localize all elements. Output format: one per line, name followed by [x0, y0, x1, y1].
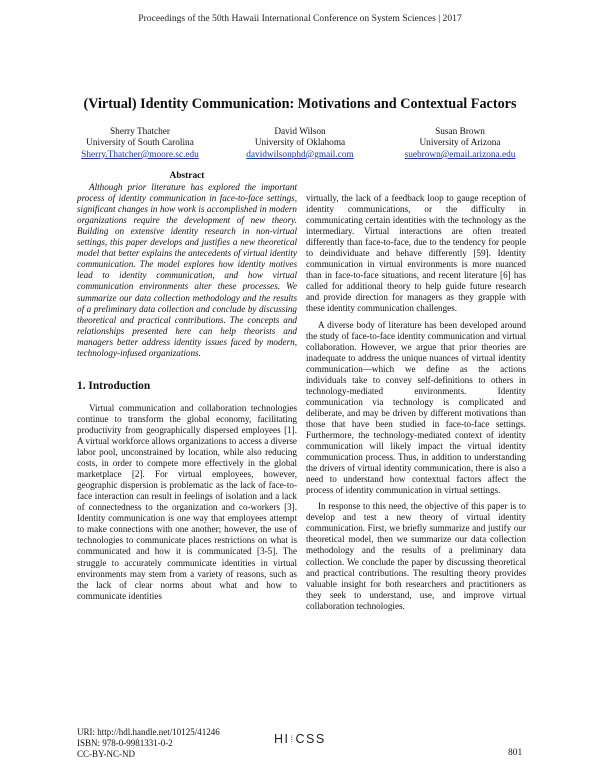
author-name: Sherry Thatcher — [110, 127, 170, 137]
footer-uri: URI: http://hdl.handle.net/10125/41246 — [77, 727, 220, 737]
logo-text-right: CSS — [295, 732, 326, 746]
author-email-link[interactable]: suebrown@email.arizona.edu — [404, 149, 516, 160]
author-affiliation: University of South Carolina — [86, 138, 194, 149]
logo-separator-icon: ⁞ — [290, 734, 295, 744]
section-heading: 1. Introduction — [77, 379, 151, 392]
author-affiliation: University of Arizona — [419, 138, 501, 149]
author-email-link[interactable]: davidwilsonphd@gmail.com — [246, 149, 354, 160]
footer-license: CC-BY-NC-ND — [77, 749, 136, 759]
author-3 — [380, 127, 540, 161]
author-block — [60, 127, 540, 161]
right-column — [306, 193, 526, 612]
body-paragraph: virtually, the lack of a feedback loop to gauge reception of identity communications, or the difficulty in communicating certain identities with the technology as the intermediary. Virtual interactions are often treated differently than face-to-face, due to the tendency for people to deindividuate and behave differently [59]. Identity communication in virtual environments is more nuanced than in face-to-face situations, and recent literature [6] has called for additional theory to help guide future research and provide direction for managers as they grapple with these identity communication challenges. — [306, 193, 526, 314]
footer-metadata — [77, 727, 220, 760]
hicss-logo — [274, 732, 326, 746]
abstract-heading: Abstract — [169, 171, 205, 181]
author-name: Susan Brown — [435, 127, 485, 137]
running-head: Proceedings of the 50th Hawaii International Conference on System Sciences | 2017 — [138, 13, 462, 24]
author-1 — [60, 127, 220, 161]
left-column — [77, 171, 297, 602]
author-email-link[interactable]: Sherry.Thatcher@moore.sc.edu — [81, 149, 199, 160]
body-paragraph: In response to this need, the objective of this paper is to develop and test a new theory of virtual identity communication. First, we briefly summarize and justify our theoretical model, then we summarize our data collection methodology and the results of a preliminary data collection. We conclude the paper by discussing theoretical and practical contributions. The resulting theory provides valuable insight for both researchers and practitioners as they seek to understand, use, and improve virtual collaboration technologies. — [306, 501, 526, 611]
logo-text-left: HI — [274, 732, 290, 746]
paper-title: (Virtual) Identity Communication: Motivations and Contextual Factors — [83, 96, 517, 112]
author-affiliation: University of Oklahoma — [254, 138, 346, 149]
page-number: 801 — [508, 748, 523, 758]
author-2 — [220, 127, 380, 161]
body-paragraph: A diverse body of literature has been developed around the study of face-to-face identity communication and virtual collaboration. However, we argue that prior theories are inadequate to address the unique nuances of virtual identity communication—which we define as the actions individuals take to convey self-definitions to others in technology-mediated environments. Identity communication via technology is complicated and deliberate, and may be driven by different motivations than those that have been studied in face-to-face settings. Furthermore, the technology-mediated context of identity communication will likely impact the virtual identity communication process. Thus, in addition to understanding the drivers of virtual identity communication, there is also a need to understand how contextual factors affect the process of identity communication in virtual settings. — [306, 319, 526, 496]
abstract-text: Although prior literature has explored the important process of identity communication in face-to-face settings, significant changes in how work is accomplished in modern organizations require the development of new theory. Building on extensive identity research in non-virtual settings, this paper develops and justifies a new theoretical model that better explains the antecedents of virtual identity communication. The model explores how identity motives lead to identity communication, and how virtual communication environments alter these processes. We summarize our data collection methodology and the results of a preliminary data collection and conclude by discussing theoretical and practical contributions. The concepts and relationships presented here can help theorists and managers better address identity issues faced by modern, technology-infused organizations. — [77, 182, 297, 358]
footer-isbn: ISBN: 978-0-9981331-0-2 — [77, 738, 173, 748]
author-name: David Wilson — [274, 127, 326, 137]
body-paragraph: Virtual communication and collaboration technologies continue to transform the global economy, facilitating productivity from geographically dispersed employees [1]. A virtual workforce allows organizations to access a diverse labor pool, unconstrained by location, while also reducing costs, in order to compete more effectively in the global marketplace [2]. For virtual employees, however, geographic dispersion is problematic as the lack of face-to-face interaction can result in feelings of isolation and a lack of connectedness to the organization and co-workers [3]. Identity communication is one way that employees attempt to make connections with one another; however, the use of technologies to communicate places restrictions on what is communicated and how it is communicated [3-5]. The struggle to accurately communicate identities in virtual environments may stem from a variety of reasons, such as the lack of clear norms about what and how to communicate identities — [77, 402, 297, 601]
